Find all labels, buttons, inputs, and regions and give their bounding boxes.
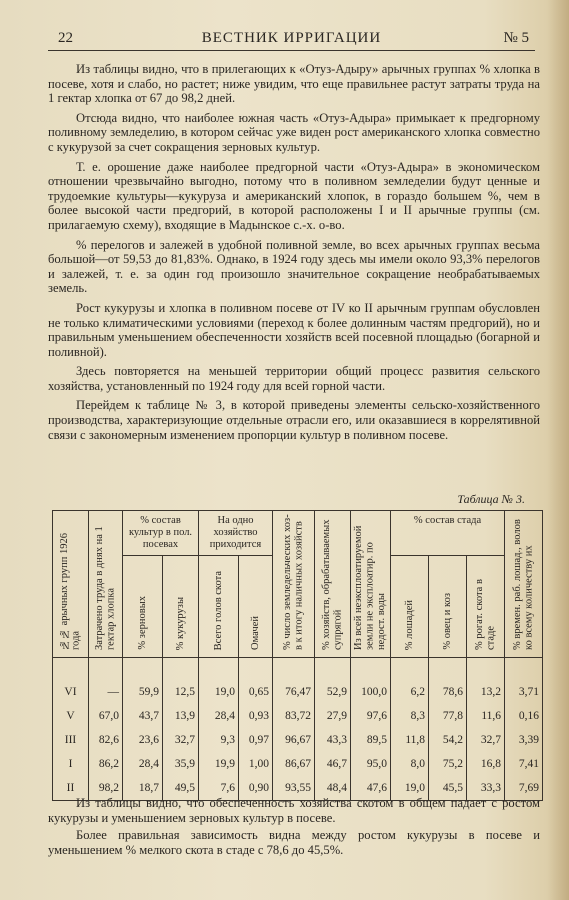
table-cell: 77,8 — [429, 704, 467, 728]
table-cell: 35,9 — [163, 752, 199, 776]
table-cell: 28,4 — [123, 752, 163, 776]
group-number-cell: VI — [53, 680, 89, 704]
table-cell: 12,5 — [163, 680, 199, 704]
table-cell: 19,0 — [199, 680, 239, 704]
table-cell: 43,7 — [123, 704, 163, 728]
table-caption: Таблица № 3. — [457, 492, 525, 506]
paragraph: Более правильная зависимость видна между ростом кукурузы в посеве и уменьшением % мелкого скота в стаде с 78,6 до 45,5%. — [48, 828, 540, 857]
body-text-bottom — [48, 796, 540, 860]
page-number: 22 — [58, 30, 73, 46]
table-cell: 27,9 — [315, 704, 351, 728]
table-cell: 43,3 — [315, 728, 351, 752]
journal-title: ВЕСТНИК ИРРИГАЦИИ — [201, 30, 382, 46]
table-cell: 13,9 — [163, 704, 199, 728]
table-cell: 0,90 — [239, 776, 273, 801]
table-cell: 59,9 — [123, 680, 163, 704]
table-cell: 0,65 — [239, 680, 273, 704]
table-cell: 1,00 — [239, 752, 273, 776]
table-cell: 9,3 — [199, 728, 239, 752]
table-cell: 0,16 — [505, 704, 543, 728]
paragraph: Перейдем к таблице № 3, в которой приведены элементы сельско-хозяйственного производства, характеризующие отдельные отрасли его, или оказавшиеся в коррелятивной связи с закономерным изменением пропорции культур в поливном посеве. — [48, 398, 540, 442]
table-row — [53, 752, 543, 776]
table-body — [53, 658, 543, 801]
table-cell: 8,3 — [391, 704, 429, 728]
table-cell: 48,4 — [315, 776, 351, 801]
group-number-cell: III — [53, 728, 89, 752]
table-cell: 19,9 — [199, 752, 239, 776]
paragraph: Из таблицы видно, что в прилегающих к «Отуз-Адыру» арычных группах % хлопка в посеве, хотя и слабо, но растет; ниже увидим, что еще правильнее растут затраты труда на 1 гектар хлопка от 67 до 98,2 дней. — [48, 62, 540, 106]
group-number-cell: II — [53, 776, 89, 801]
table-cell: 78,6 — [429, 680, 467, 704]
table-cell: 7,69 — [505, 776, 543, 801]
column-header: Из всей неэксплоатируемой земли не эксплоатир. по недост. воды — [351, 511, 391, 658]
table-cell: 0,93 — [239, 704, 273, 728]
running-header — [48, 30, 535, 51]
paragraph: % перелогов и залежей в удобной поливной земле, во всех арычных группах весьма большой—от 59,53 до 81,83%. Однако, в 1924 году здесь мы имели около 93,3% перелогов и залежей, т. е. за один год произошло значительное сокращение необрабатываемых земель. — [48, 237, 540, 296]
table-cell: 49,5 — [163, 776, 199, 801]
table-cell: 23,6 — [123, 728, 163, 752]
table-cell: 96,67 — [273, 728, 315, 752]
table-cell: 0,97 — [239, 728, 273, 752]
table-cell: 76,47 — [273, 680, 315, 704]
page-edge-shadow — [547, 0, 569, 900]
paragraph: Здесь повторяется на меньшей территории общий процесс развития сельского хозяйства, установленный по 1924 году для всей горной части. — [48, 364, 540, 393]
table-row — [53, 680, 543, 704]
table-cell: 52,9 — [315, 680, 351, 704]
issue-number: № 5 — [503, 30, 529, 46]
table-cell: 18,7 — [123, 776, 163, 801]
column-header: % зерновых — [123, 556, 163, 658]
group-number-cell: V — [53, 704, 89, 728]
group-number-cell: I — [53, 752, 89, 776]
table-cell: 19,0 — [391, 776, 429, 801]
table-cell: 46,7 — [315, 752, 351, 776]
table-cell: 7,41 — [505, 752, 543, 776]
column-header: % лошадей — [391, 556, 429, 658]
paragraph: Т. е. орошение даже наиболее предгорной части «Отуз-Адыра» в экономическом отношении чрезвычайно выгодно, потому что в поливном земледелии будут ценные и трудоемкие культуры—кукуруза и американский хлопок, в гораздо большем %, чем в более высокой части предгорий, в которой расположены I и II арычные группы (см. прилагаемую схему), входящие в Мадынское с.-х. о-во. — [48, 159, 540, 232]
table-cell: 82,6 — [89, 728, 123, 752]
column-header: % число земледельческих хоз-в к итогу наличных хозяйств — [273, 511, 315, 658]
table-row — [53, 704, 543, 728]
table-cell: 86,2 — [89, 752, 123, 776]
table-cell: 13,2 — [467, 680, 505, 704]
group-header-crops: % состав культур в пол. посевах — [123, 511, 199, 556]
table-cell: 89,5 — [351, 728, 391, 752]
table-cell: 47,6 — [351, 776, 391, 801]
paragraph: Из таблицы видно, что обеспеченность хозяйства скотом в общем падает с ростом кукурузы и уменьшением зерновых культур в посеве. — [48, 796, 540, 825]
table-cell: 3,71 — [505, 680, 543, 704]
column-header: Омачей — [239, 556, 273, 658]
column-header: % овец и коз — [429, 556, 467, 658]
table-cell: 86,67 — [273, 752, 315, 776]
column-header: % рогат. скота в стаде — [467, 556, 505, 658]
table-cell: 97,6 — [351, 704, 391, 728]
table-cell: 3,39 — [505, 728, 543, 752]
table-cell: 7,6 — [199, 776, 239, 801]
table-cell: 32,7 — [163, 728, 199, 752]
table-cell: 95,0 — [351, 752, 391, 776]
group-header-herd: % состав стада — [391, 511, 505, 556]
table-spacer-row — [53, 658, 543, 681]
table-cell: 67,0 — [89, 704, 123, 728]
table-cell: 16,8 — [467, 752, 505, 776]
table-cell: 100,0 — [351, 680, 391, 704]
table-cell: 98,2 — [89, 776, 123, 801]
table-cell: 8,0 — [391, 752, 429, 776]
body-text-top — [48, 62, 540, 447]
paragraph: Отсюда видно, что наиболее южная часть «Отуз-Адыра» примыкает к предгорному поливному земледелию, в котором сейчас уже виден рост американского хлопка совместно с кукурузой за счет сокращения зерновых культур. — [48, 110, 540, 154]
table-cell: 93,55 — [273, 776, 315, 801]
table-row — [53, 728, 543, 752]
table-cell: 11,8 — [391, 728, 429, 752]
column-header: % кукурузы — [163, 556, 199, 658]
paragraph: Рост кукурузы и хлопка в поливном посеве от IV ко II арычным группам обусловлен не только климатическими условиями (переход к более долинным частям предгорий), но и правильным уменьшением обеспеченности хозяйств всей посевной площадью (богарной и поливной). — [48, 300, 540, 359]
table-cell: 28,4 — [199, 704, 239, 728]
table-cell: 83,72 — [273, 704, 315, 728]
table-cell: 54,2 — [429, 728, 467, 752]
column-header: №№ арычных групп 1926 года — [53, 511, 89, 658]
column-header: % времен. раб. лошад., волов ко всему количеству их — [505, 511, 543, 658]
table-cell: 32,7 — [467, 728, 505, 752]
column-header: % хозяйств, обрабатываемых супрягой — [315, 511, 351, 658]
column-header: Затрачено труда в днях на 1 гектар хлопка — [89, 511, 123, 658]
table-cell: 11,6 — [467, 704, 505, 728]
table-cell: 6,2 — [391, 680, 429, 704]
table-cell: 45,5 — [429, 776, 467, 801]
data-table — [52, 510, 543, 801]
table-cell: 33,3 — [467, 776, 505, 801]
group-header-per-farm: На одно хозяйство приходится — [199, 511, 273, 556]
table-cell: — — [89, 680, 123, 704]
column-header: Всего голов скота — [199, 556, 239, 658]
table-cell: 75,2 — [429, 752, 467, 776]
